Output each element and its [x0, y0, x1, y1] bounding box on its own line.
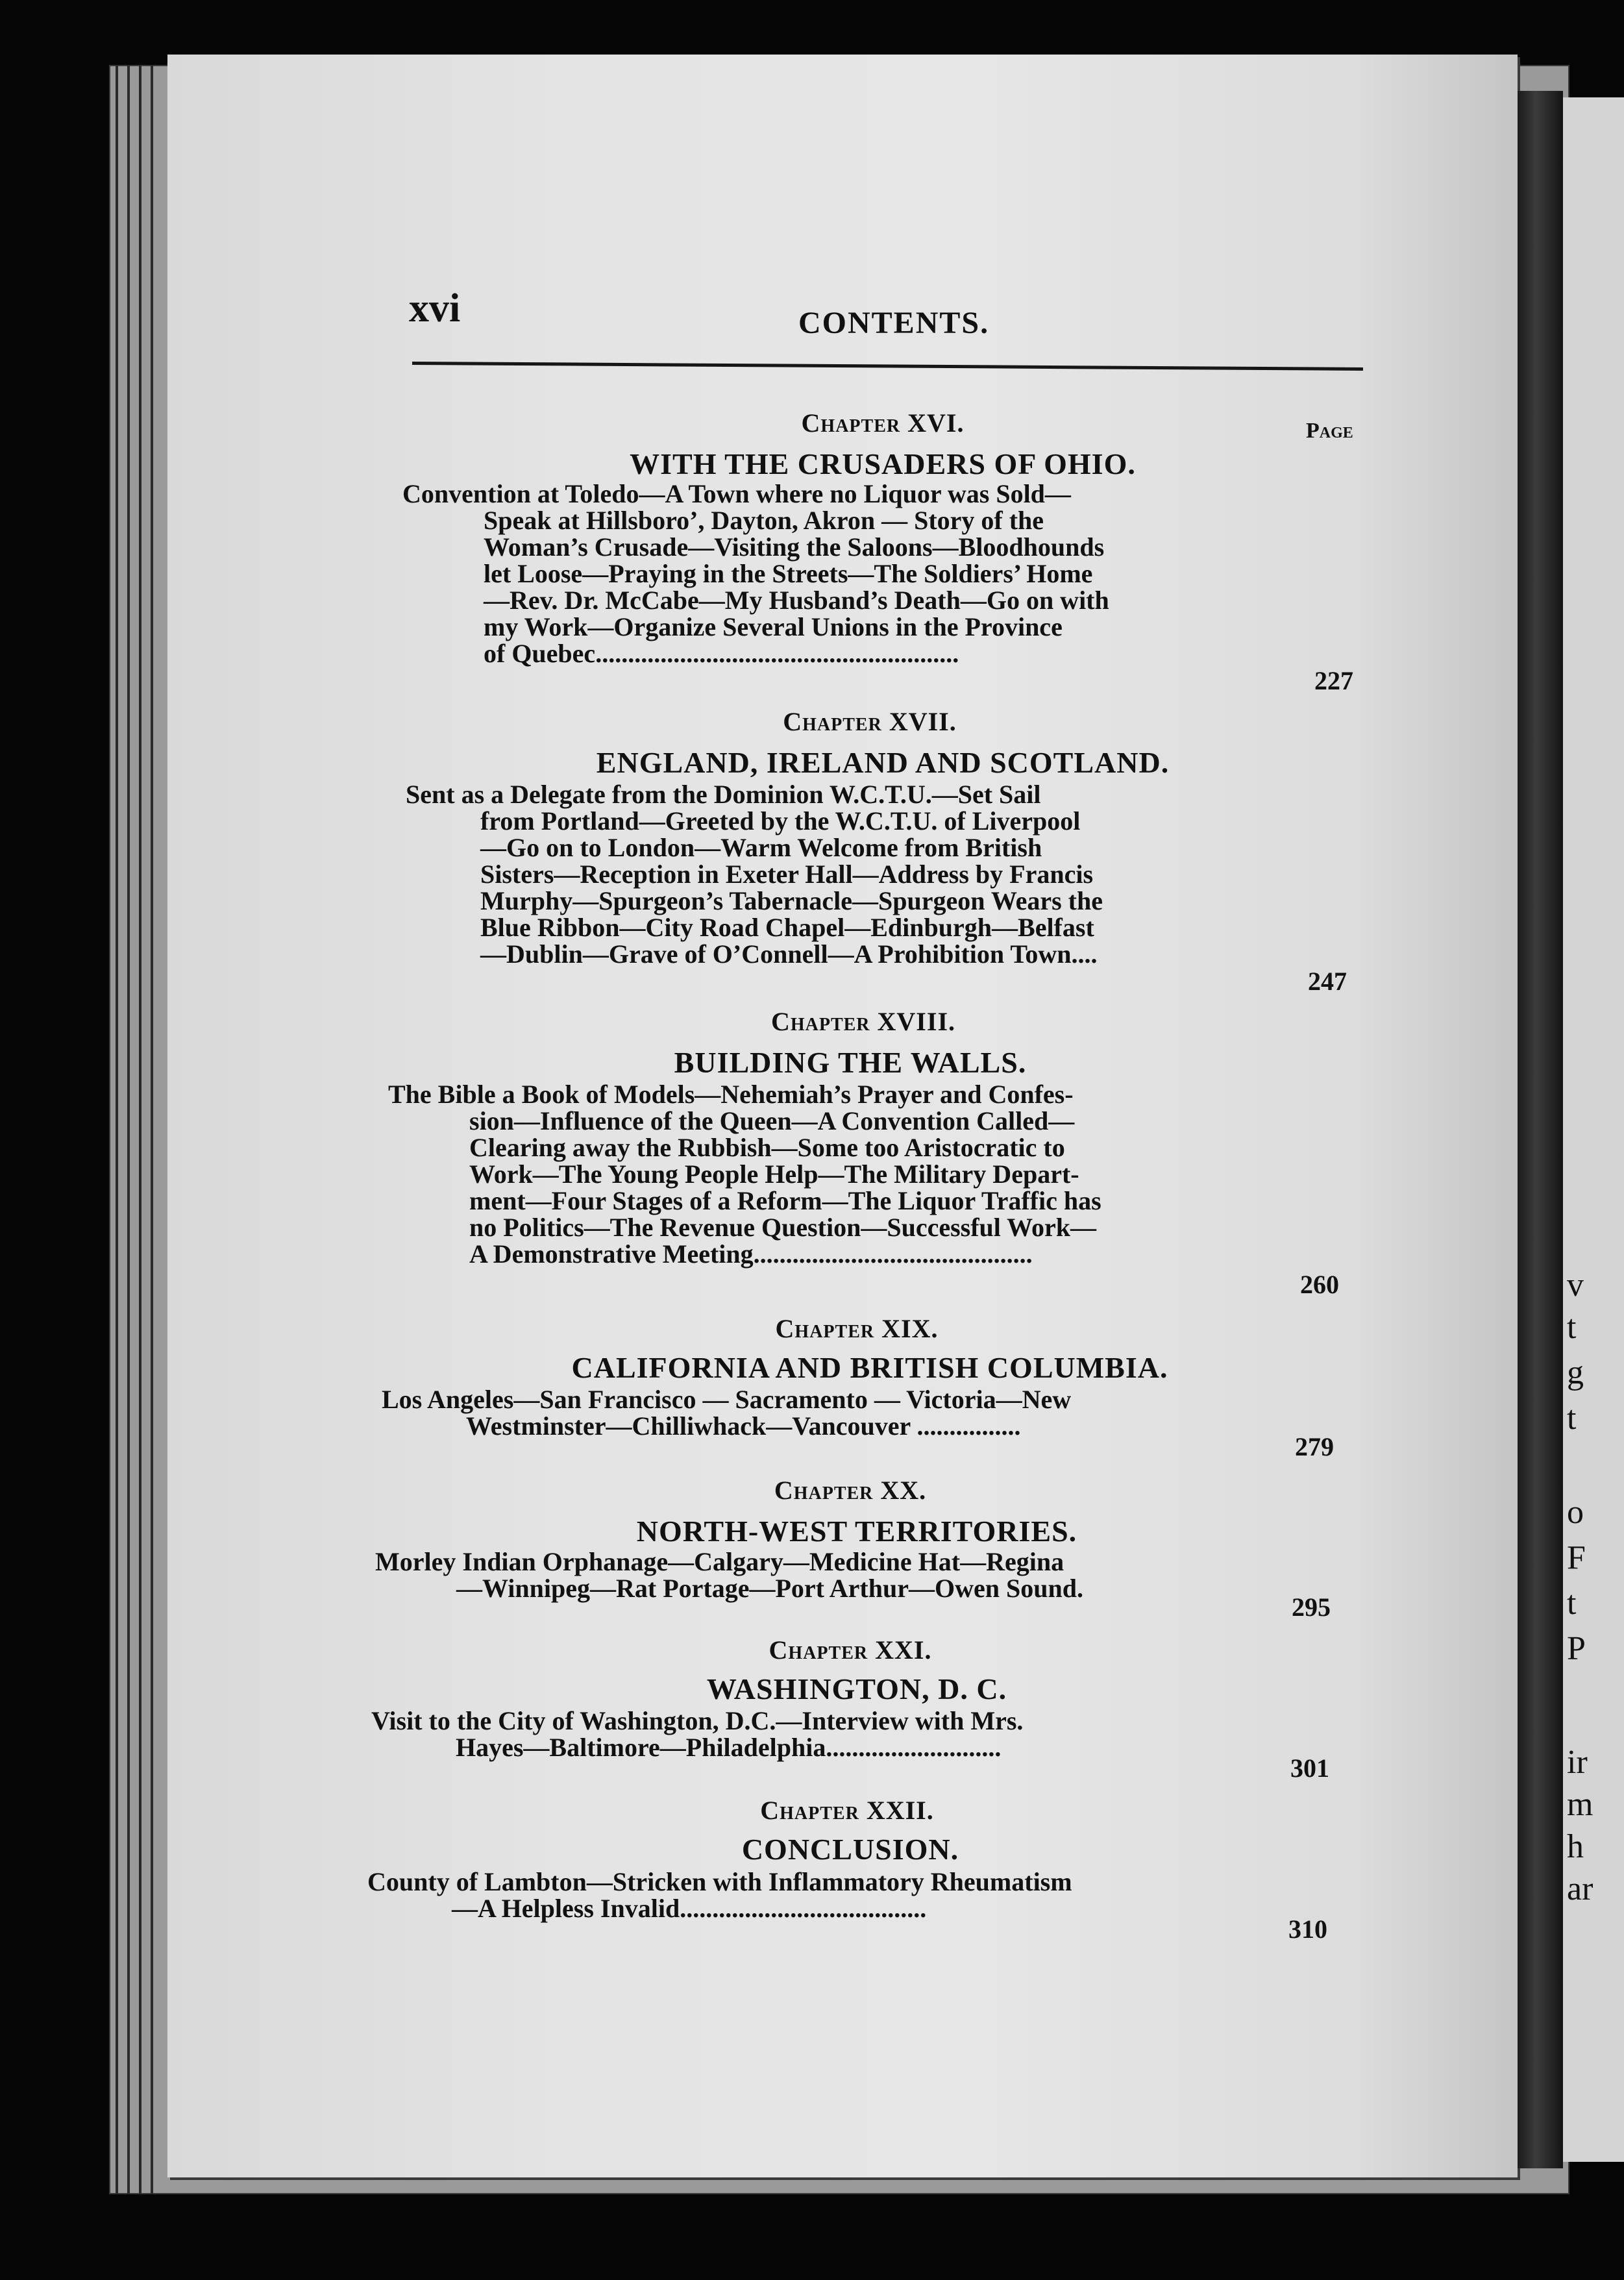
summary-line: from Portland—Greeted by the W.C.T.U. of Liverpool: [480, 806, 1081, 836]
adjacent-page-letter: g: [1567, 1354, 1584, 1391]
chapter-page-number: 310: [1288, 1914, 1327, 1944]
page-number: xvi: [409, 286, 461, 330]
adjacent-page-letter: t: [1567, 1585, 1577, 1622]
adjacent-page-letter: t: [1567, 1400, 1577, 1437]
adjacent-page-letter: P: [1567, 1630, 1586, 1667]
summary-line: Woman’s Crusade—Visiting the Saloons—Bloodhounds: [484, 532, 1105, 562]
summary-line: —Go on to London—Warm Welcome from British: [480, 833, 1042, 862]
summary-line: no Politics—The Revenue Question—Successful Work—: [469, 1213, 1096, 1242]
chapter-label: Chapter XIX.: [775, 1314, 939, 1343]
adjacent-page-letter: m: [1567, 1786, 1593, 1823]
adjacent-page-letter: ar: [1567, 1870, 1593, 1907]
chapter-summary: [382, 1386, 1071, 1439]
page-edge-line: [116, 65, 118, 2194]
summary-line: Los Angeles—San Francisco — Sacramento — Victoria—New: [382, 1385, 1072, 1414]
chapter-page-number: 301: [1290, 1753, 1329, 1783]
summary-line: Westminster—Chilliwhack—Vancouver ................: [466, 1411, 1021, 1441]
summary-line: of Quebec........................................................: [484, 639, 959, 668]
chapter-title: BUILDING THE WALLS.: [674, 1046, 1027, 1079]
chapter-label: Chapter XVIII.: [770, 1007, 956, 1036]
chapter-title: NORTH-WEST TERRITORIES.: [636, 1515, 1077, 1548]
summary-line: sion—Influence of the Queen—A Convention Called—: [469, 1106, 1075, 1135]
chapter-title: ENGLAND, IRELAND AND SCOTLAND.: [596, 746, 1170, 779]
adjacent-page-letter: F: [1567, 1539, 1586, 1576]
chapter-label: Chapter XXII.: [760, 1796, 934, 1825]
adjacent-page-letter: h: [1567, 1828, 1584, 1865]
chapter-title: WITH THE CRUSADERS OF OHIO.: [630, 447, 1136, 480]
summary-line: Blue Ribbon—City Road Chapel—Edinburgh—Belfast: [480, 913, 1094, 942]
summary-line: County of Lambton—Stricken with Inflammatory Rheumatism: [367, 1867, 1072, 1896]
chapter-label: Chapter XVII.: [783, 707, 957, 736]
chapter-page-number: 227: [1314, 666, 1353, 695]
chapter-page-number: 260: [1300, 1270, 1339, 1299]
page-edge-line: [139, 65, 141, 2194]
summary-line: Work—The Young People Help—The Military Depart-: [469, 1159, 1079, 1189]
adjacent-page-letter: t: [1567, 1309, 1577, 1346]
summary-line: let Loose—Praying in the Streets—The Soldiers’ Home: [484, 559, 1093, 588]
summary-line: Speak at Hillsboro’, Dayton, Akron — Story of the: [484, 506, 1044, 535]
summary-line: —Rev. Dr. McCabe—My Husband’s Death—Go on with: [484, 586, 1109, 615]
adjacent-page-letter: o: [1567, 1494, 1584, 1531]
page-edge-line: [151, 65, 153, 2194]
summary-line: Murphy—Spurgeon’s Tabernacle—Spurgeon Wears the: [480, 886, 1103, 915]
summary-line: Morley Indian Orphanage—Calgary—Medicine Hat—Regina: [375, 1547, 1064, 1576]
chapter-title: CONCLUSION.: [741, 1833, 959, 1866]
page-edge-line: [127, 65, 130, 2194]
chapter-summary: [402, 480, 1109, 667]
adjacent-page-letter: v: [1567, 1267, 1584, 1304]
book-gutter: [1518, 91, 1563, 2168]
chapter-summary: [406, 781, 1103, 967]
summary-line: Sent as a Delegate from the Dominion W.C.T.U.—Set Sail: [406, 780, 1041, 809]
adjacent-page-letter: ir: [1567, 1744, 1588, 1781]
chapter-summary: [367, 1868, 1072, 1922]
summary-line: ment—Four Stages of a Reform—The Liquor Traffic has: [469, 1186, 1101, 1215]
summary-line: Visit to the City of Washington, D.C.—Interview with Mrs.: [371, 1706, 1024, 1735]
summary-line: Clearing away the Rubbish—Some too Aristocratic to: [469, 1133, 1065, 1162]
chapter-summary: [375, 1548, 1083, 1602]
chapter-label: Chapter XVI.: [801, 408, 965, 438]
summary-line: Convention at Toledo—A Town where no Liquor was Sold—: [402, 479, 1071, 508]
chapter-title: WASHINGTON, D. C.: [706, 1672, 1007, 1705]
chapter-label: Chapter XX.: [774, 1476, 927, 1505]
chapter-page-number: 295: [1292, 1592, 1331, 1622]
summary-line: The Bible a Book of Models—Nehemiah’s Prayer and Confes-: [388, 1080, 1074, 1109]
summary-line: Hayes—Baltimore—Philadelphia...........................: [456, 1733, 1002, 1762]
page-column-label: Page: [1306, 419, 1353, 443]
running-title: CONTENTS.: [798, 306, 990, 340]
summary-line: —Winnipeg—Rat Portage—Port Arthur—Owen Sound.: [456, 1574, 1083, 1603]
chapter-page-number: 247: [1308, 967, 1347, 996]
adjacent-page-fragment: [1563, 97, 1624, 2162]
chapter-summary: [371, 1707, 1023, 1761]
summary-line: —A Helpless Invalid......................................: [452, 1894, 927, 1923]
chapter-summary: [388, 1081, 1101, 1267]
summary-line: my Work—Organize Several Unions in the Province: [484, 612, 1063, 641]
chapter-title: CALIFORNIA AND BRITISH COLUMBIA.: [571, 1351, 1168, 1384]
chapter-page-number: 279: [1295, 1432, 1334, 1461]
chapter-label: Chapter XXI.: [769, 1635, 932, 1665]
summary-line: A Demonstrative Meeting...........................................: [469, 1239, 1033, 1269]
summary-line: —Dublin—Grave of O’Connell—A Prohibition Town....: [480, 939, 1098, 969]
summary-line: Sisters—Reception in Exeter Hall—Address by Francis: [480, 860, 1094, 889]
